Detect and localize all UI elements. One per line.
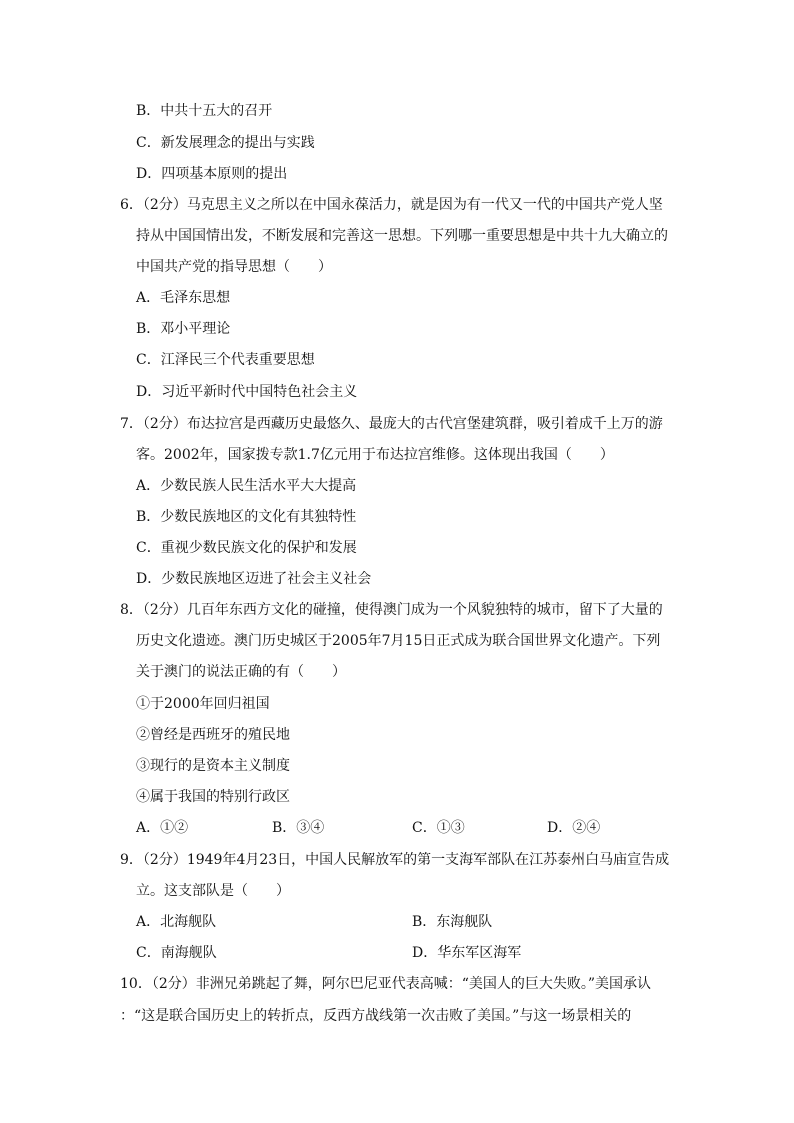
- q9-option-b[interactable]: B．东海舰队: [412, 914, 493, 930]
- q7-option-b[interactable]: B．少数民族地区的文化有其独特性: [136, 509, 357, 525]
- q7-option-d[interactable]: D．少数民族地区迈进了社会主义社会: [136, 571, 372, 587]
- q6-stem-line-1: 6．（2分）马克思主义之所以在中国永葆活力，就是因为有一代又一代的中国共产党人坚: [120, 197, 663, 213]
- q8-option-d[interactable]: D．②④: [547, 820, 601, 836]
- q10-stem-line-2: ：“这是联合国历史上的转折点，反西方战线第一次击败了美国。”与这一场景相关的: [120, 1008, 632, 1024]
- q6-option-a[interactable]: A．毛泽东思想: [136, 290, 231, 306]
- q6-option-d[interactable]: D．习近平新时代中国特色社会主义: [136, 384, 358, 400]
- q8-option-c[interactable]: C．①③: [412, 820, 465, 836]
- q9-option-a[interactable]: A．北海舰队: [136, 914, 217, 930]
- q7-option-a[interactable]: A．少数民族人民生活水平大大提高: [136, 478, 357, 494]
- q5-option-d[interactable]: D．四项基本原则的提出: [136, 166, 288, 182]
- q9-stem-line-1: 9．（2分）1949年4月23日，中国人民解放军的第一支海军部队在江苏泰州白马庙宣告成: [120, 852, 670, 868]
- q8-statement-1: ①于2000年回归祖国: [136, 696, 270, 712]
- q9-option-d[interactable]: D．华东军区海军: [412, 945, 522, 961]
- q8-statement-4: ④属于我国的特别行政区: [136, 789, 290, 805]
- q7-stem-line-1: 7．（2分）布达拉宫是西藏历史最悠久、最庞大的古代宫堡建筑群，吸引着成千上万的游: [120, 416, 663, 432]
- q8-statement-2: ②曾经是西班牙的殖民地: [136, 727, 290, 743]
- q8-option-b[interactable]: B．③④: [272, 820, 325, 836]
- q6-option-c[interactable]: C．江泽民三个代表重要思想: [136, 352, 315, 368]
- q8-stem-line-2: 历史文化遗迹。澳门历史城区于2005年7月15日正式成为联合国世界文化遗产。下列: [136, 633, 661, 649]
- q9-option-c[interactable]: C．南海舰队: [136, 945, 217, 961]
- q8-stem-line-3: 关于澳门的说法正确的有（ ）: [136, 664, 346, 680]
- q8-statement-3: ③现行的是资本主义制度: [136, 758, 290, 774]
- q5-option-c[interactable]: C．新发展理念的提出与实践: [136, 135, 315, 151]
- q8-option-a[interactable]: A．①②: [136, 820, 189, 836]
- q6-option-b[interactable]: B．邓小平理论: [136, 321, 231, 337]
- q5-option-b[interactable]: B．中共十五大的召开: [136, 103, 273, 119]
- q6-stem-line-2: 持从中国国情出发，不断发展和完善这一思想。下列哪一重要思想是中共十九大确立的: [136, 228, 668, 244]
- q7-option-c[interactable]: C．重视少数民族文化的保护和发展: [136, 540, 357, 556]
- q8-stem-line-1: 8．（2分）几百年东西方文化的碰撞，使得澳门成为一个风貌独特的城市，留下了大量的: [120, 602, 663, 618]
- q10-stem-line-1: 10．（2分）非洲兄弟跳起了舞，阿尔巴尼亚代表高喊：“美国人的巨大失败。”美国承认: [120, 976, 652, 992]
- q6-stem-line-3: 中国共产党的指导思想（ ）: [136, 259, 332, 275]
- q7-stem-line-2: 客。2002年，国家拨专款1.7亿元用于布达拉宫维修。这体现出我国（ ）: [136, 447, 614, 463]
- q9-stem-line-2: 立。这支部队是（ ）: [136, 883, 290, 899]
